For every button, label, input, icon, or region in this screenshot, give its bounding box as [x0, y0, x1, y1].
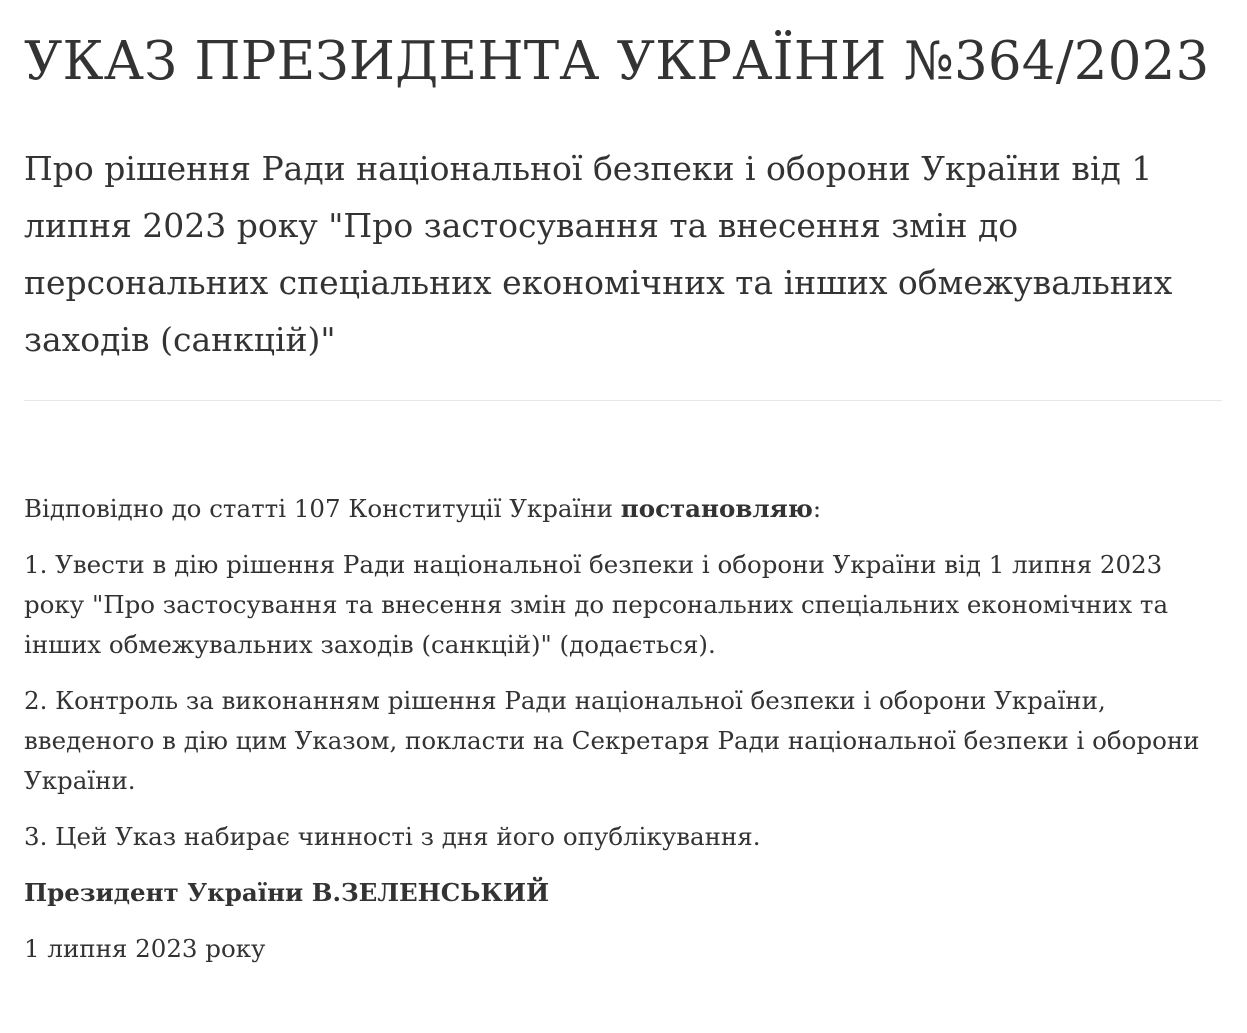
document-subtitle: Про рішення Ради національної безпеки і оборони України від 1 липня 2023 року "Про застосування та внесення змін до персональних спеціальних економічних та інших обмежувальних заходів (санкцій)" [24, 149, 1173, 359]
document-date: 1 липня 2023 року [24, 934, 266, 963]
preamble-end: : [812, 494, 822, 523]
item-1: 1. Увести в дію рішення Ради національної безпеки і оборони України від 1 липня 2023 року "Про застосування та внесення змін до персональних спеціальних економічних та інших обмежувальних заходів (санкцій)" (додається). [24, 550, 1169, 659]
divider [24, 400, 1222, 401]
preamble-bold: постановляю [620, 494, 813, 523]
signature: Президент України В.ЗЕЛЕНСЬКИЙ [24, 878, 550, 907]
document-title: УКАЗ ПРЕЗИДЕНТА УКРАЇНИ №364/2023 [24, 31, 1210, 92]
item-2: 2. Контроль за виконанням рішення Ради національної безпеки і оборони України, введеного в дію цим Указом, покласти на Секретаря Ради національної безпеки і оборони України. [24, 686, 1200, 795]
document-body [24, 489, 1223, 969]
item-3: 3. Цей Указ набирає чинності з дня його опублікування. [24, 822, 761, 851]
preamble-text: Відповідно до статті 107 Конституції України [24, 494, 621, 523]
preamble [24, 489, 1223, 529]
